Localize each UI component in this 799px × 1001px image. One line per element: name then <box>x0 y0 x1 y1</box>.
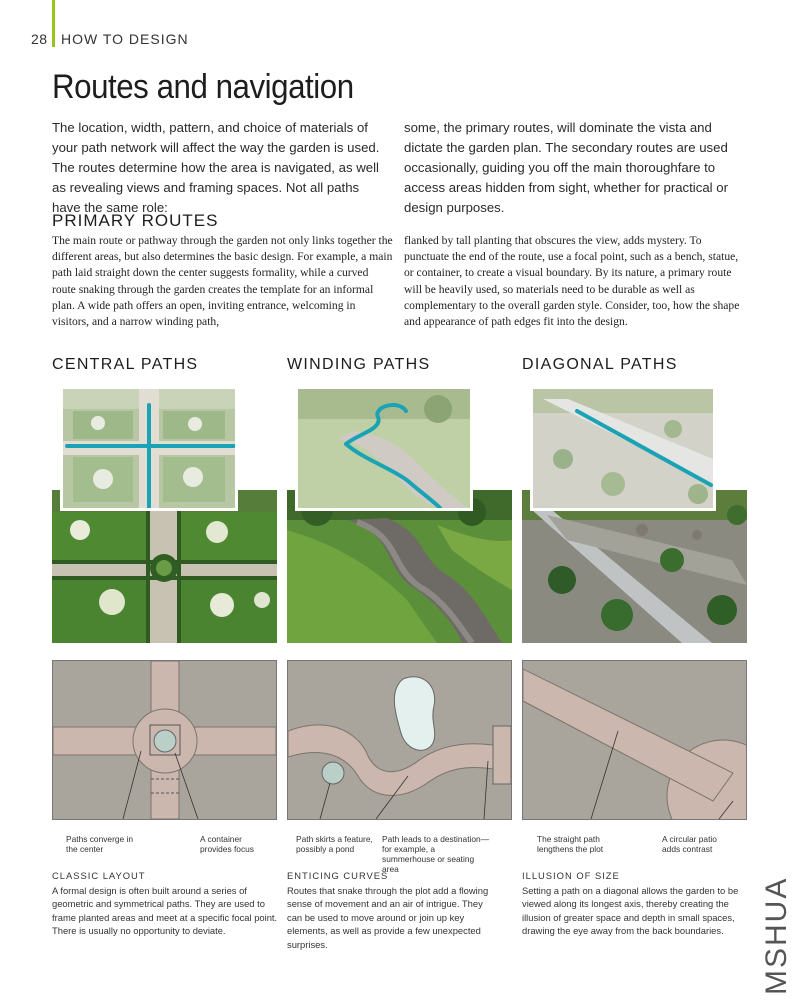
section-title: HOW TO DESIGN <box>61 31 189 47</box>
central-paths-inset-photo <box>60 386 238 511</box>
primary-left: The main route or pathway through the garden not only links together the different areas, but also determines the basic design. For example, a main path laid straight down the center suggests formality, while a curved route snaking through the garden creates the template for an informal plan. A wide path offers an open, inviting entrance, welcoming in visitors, and a narrow winding path, <box>52 234 393 329</box>
callout-straight-path: The straight path lengthens the plot <box>537 834 604 854</box>
callout-path-leads: Path leads to a destination— for example, a summerhouse or seating area <box>382 834 490 874</box>
intro-left: The location, width, pattern, and choice of materials of your path network will affect the way the garden is used. The routes determine how the area is navigated, as well as revealing views and framing spaces. Not all paths have the same role: <box>52 120 380 215</box>
caption-text-enticing: Routes that snake through the plot add a flowing sense of movement and an air of intrigue. They can be used to move around or join up key elements, as well as provide a few unexpected surprises. <box>287 885 489 950</box>
caption-text-illusion: Setting a path on a diagonal allows the garden to be viewed along its longest axis, thereby creating the illusion of greater space and depth in small spaces, drawing the eye away from the back boundaries. <box>522 885 739 937</box>
diagonal-paths-inset-photo <box>530 386 716 511</box>
callout-path-skirts: Path skirts a feature, possibly a pond <box>296 834 373 854</box>
diagonal-paths-photo <box>522 490 747 643</box>
callout-container-focus: A container provides focus <box>200 834 254 854</box>
primary-right: flanked by tall planting that obscures the view, adds mystery. To punctuate the end of the route, use a focal point, such as a bench, statue, or container, to create a visual boundary. By its nature, a primary route will be heavily used, so materials need to be durable as well as complementary to the overall garden style. Consider, too, how the shape and appearance of path edges fit into the design. <box>404 234 740 329</box>
winding-paths-heading: WINDING PATHS <box>287 356 431 373</box>
page-title: Routes and navigation <box>52 68 354 106</box>
diagonal-paths-plan <box>522 660 747 820</box>
central-paths-photo <box>52 490 277 643</box>
watermark-credit <box>760 876 794 995</box>
central-paths-heading: CENTRAL PATHS <box>52 356 199 373</box>
primary-routes-heading: PRIMARY ROUTES <box>52 211 219 230</box>
header-accent-bar <box>52 0 55 47</box>
winding-paths-inset-photo <box>295 386 473 511</box>
winding-paths-photo <box>287 490 512 643</box>
watermark-credit-text: MSHUA <box>760 876 793 995</box>
caption-heading-enticing: ENTICING CURVES <box>287 870 389 881</box>
caption-heading-classic: CLASSIC LAYOUT <box>52 870 146 881</box>
callout-circular-patio: A circular patio adds contrast <box>662 834 717 854</box>
diagonal-paths-heading: DIAGONAL PATHS <box>522 356 678 373</box>
page-number: 28 <box>31 31 48 47</box>
intro-right: some, the primary routes, will dominate the vista and dictate the garden plan. The secondary routes are used occasionally, guiding you off the main thoroughfare to access areas hidden from sight, whether for practical or design purposes. <box>404 120 728 215</box>
central-paths-plan <box>52 660 277 820</box>
callout-paths-converge: Paths converge in the center <box>66 834 134 854</box>
winding-paths-plan <box>287 660 512 820</box>
caption-heading-illusion: ILLUSION OF SIZE <box>522 870 620 881</box>
caption-text-classic: A formal design is often built around a series of geometric and symmetrical paths. They are used to frame planted areas and meet at a specific focal point. There is usually no opportunity to deviate. <box>52 885 278 937</box>
